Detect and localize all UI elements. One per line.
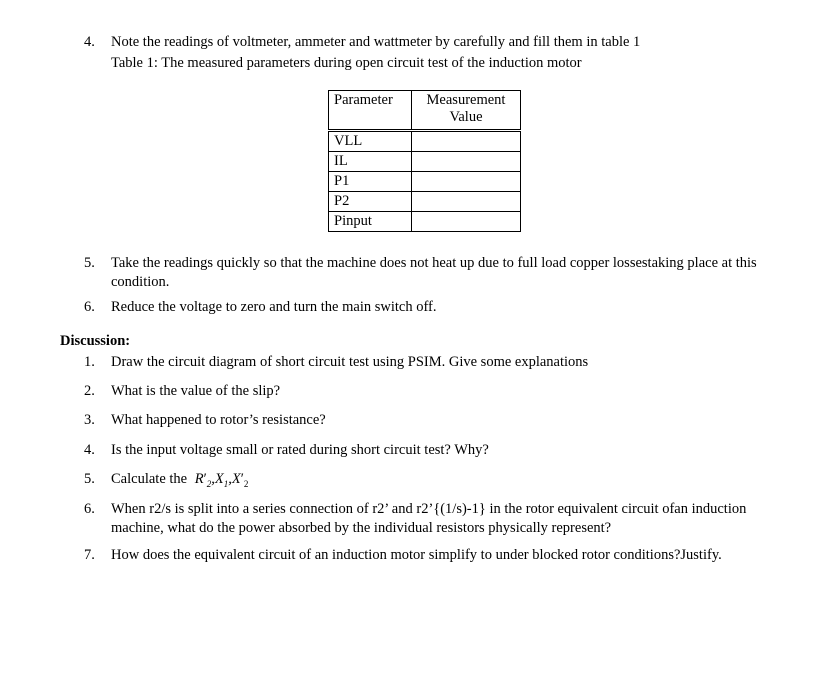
parameter-cell: P2 <box>329 192 412 212</box>
value-cell <box>412 212 521 232</box>
value-cell <box>412 131 521 152</box>
item-number: 6. <box>84 501 95 517</box>
value-cell <box>412 152 521 172</box>
discussion-heading: Discussion: <box>60 333 131 349</box>
header-measurement-value: Measurement Value <box>412 91 521 131</box>
table-row <box>329 152 521 172</box>
item-number: 1. <box>84 354 95 370</box>
step-number: 5. <box>84 255 95 271</box>
item-text: When r2/s is split into a series connection of r2’ and r2’{(1/s)-1} in the rotor equivalent circuit ofan induction machine, what do the power absorbed by the individual resistors physically represent? <box>111 501 747 536</box>
formula: $R'_2,X_1,X'_2$ <box>194 471 249 489</box>
value-cell <box>412 172 521 192</box>
table-header-row <box>329 91 521 131</box>
step-number: 6. <box>84 299 95 315</box>
item-number: 3. <box>84 412 95 428</box>
step-text: Take the readings quickly so that the machine does not heat up due to full load copper lossestaking place at this condition. <box>111 255 757 290</box>
measurement-table <box>328 90 521 232</box>
value-cell <box>412 192 521 212</box>
parameter-cell: VLL <box>329 131 412 152</box>
item-text: Is the input voltage small or rated during short circuit test? Why? <box>111 442 489 458</box>
item-number: 5. <box>84 471 95 487</box>
parameter-cell: Pinput <box>329 212 412 232</box>
item-text: How does the equivalent circuit of an induction motor simplify to under blocked rotor conditions?Justify. <box>111 547 722 563</box>
parameter-cell: P1 <box>329 172 412 192</box>
item-number: 7. <box>84 547 95 563</box>
table-row <box>329 212 521 232</box>
step-number: 4. <box>84 34 95 50</box>
item-text: What is the value of the slip? <box>111 383 281 399</box>
item-text: Draw the circuit diagram of short circuit test using PSIM. Give some explanations <box>111 354 589 370</box>
item-number: 4. <box>84 442 95 458</box>
step-text: Reduce the voltage to zero and turn the main switch off. <box>111 299 437 315</box>
item-number: 2. <box>84 383 95 399</box>
table-caption: Table 1: The measured parameters during open circuit test of the induction motor <box>111 55 582 71</box>
item-text: What happened to rotor’s resistance? <box>111 412 326 428</box>
table-row <box>329 172 521 192</box>
item-text <box>111 470 781 494</box>
step-text: Note the readings of voltmeter, ammeter and wattmeter by carefully and fill them in table 1 <box>111 34 641 50</box>
parameter-cell: IL <box>329 152 412 172</box>
table-row <box>329 192 521 212</box>
table-row <box>329 131 521 152</box>
item-prefix: Calculate the <box>111 471 188 487</box>
header-parameter: Parameter <box>329 91 412 131</box>
